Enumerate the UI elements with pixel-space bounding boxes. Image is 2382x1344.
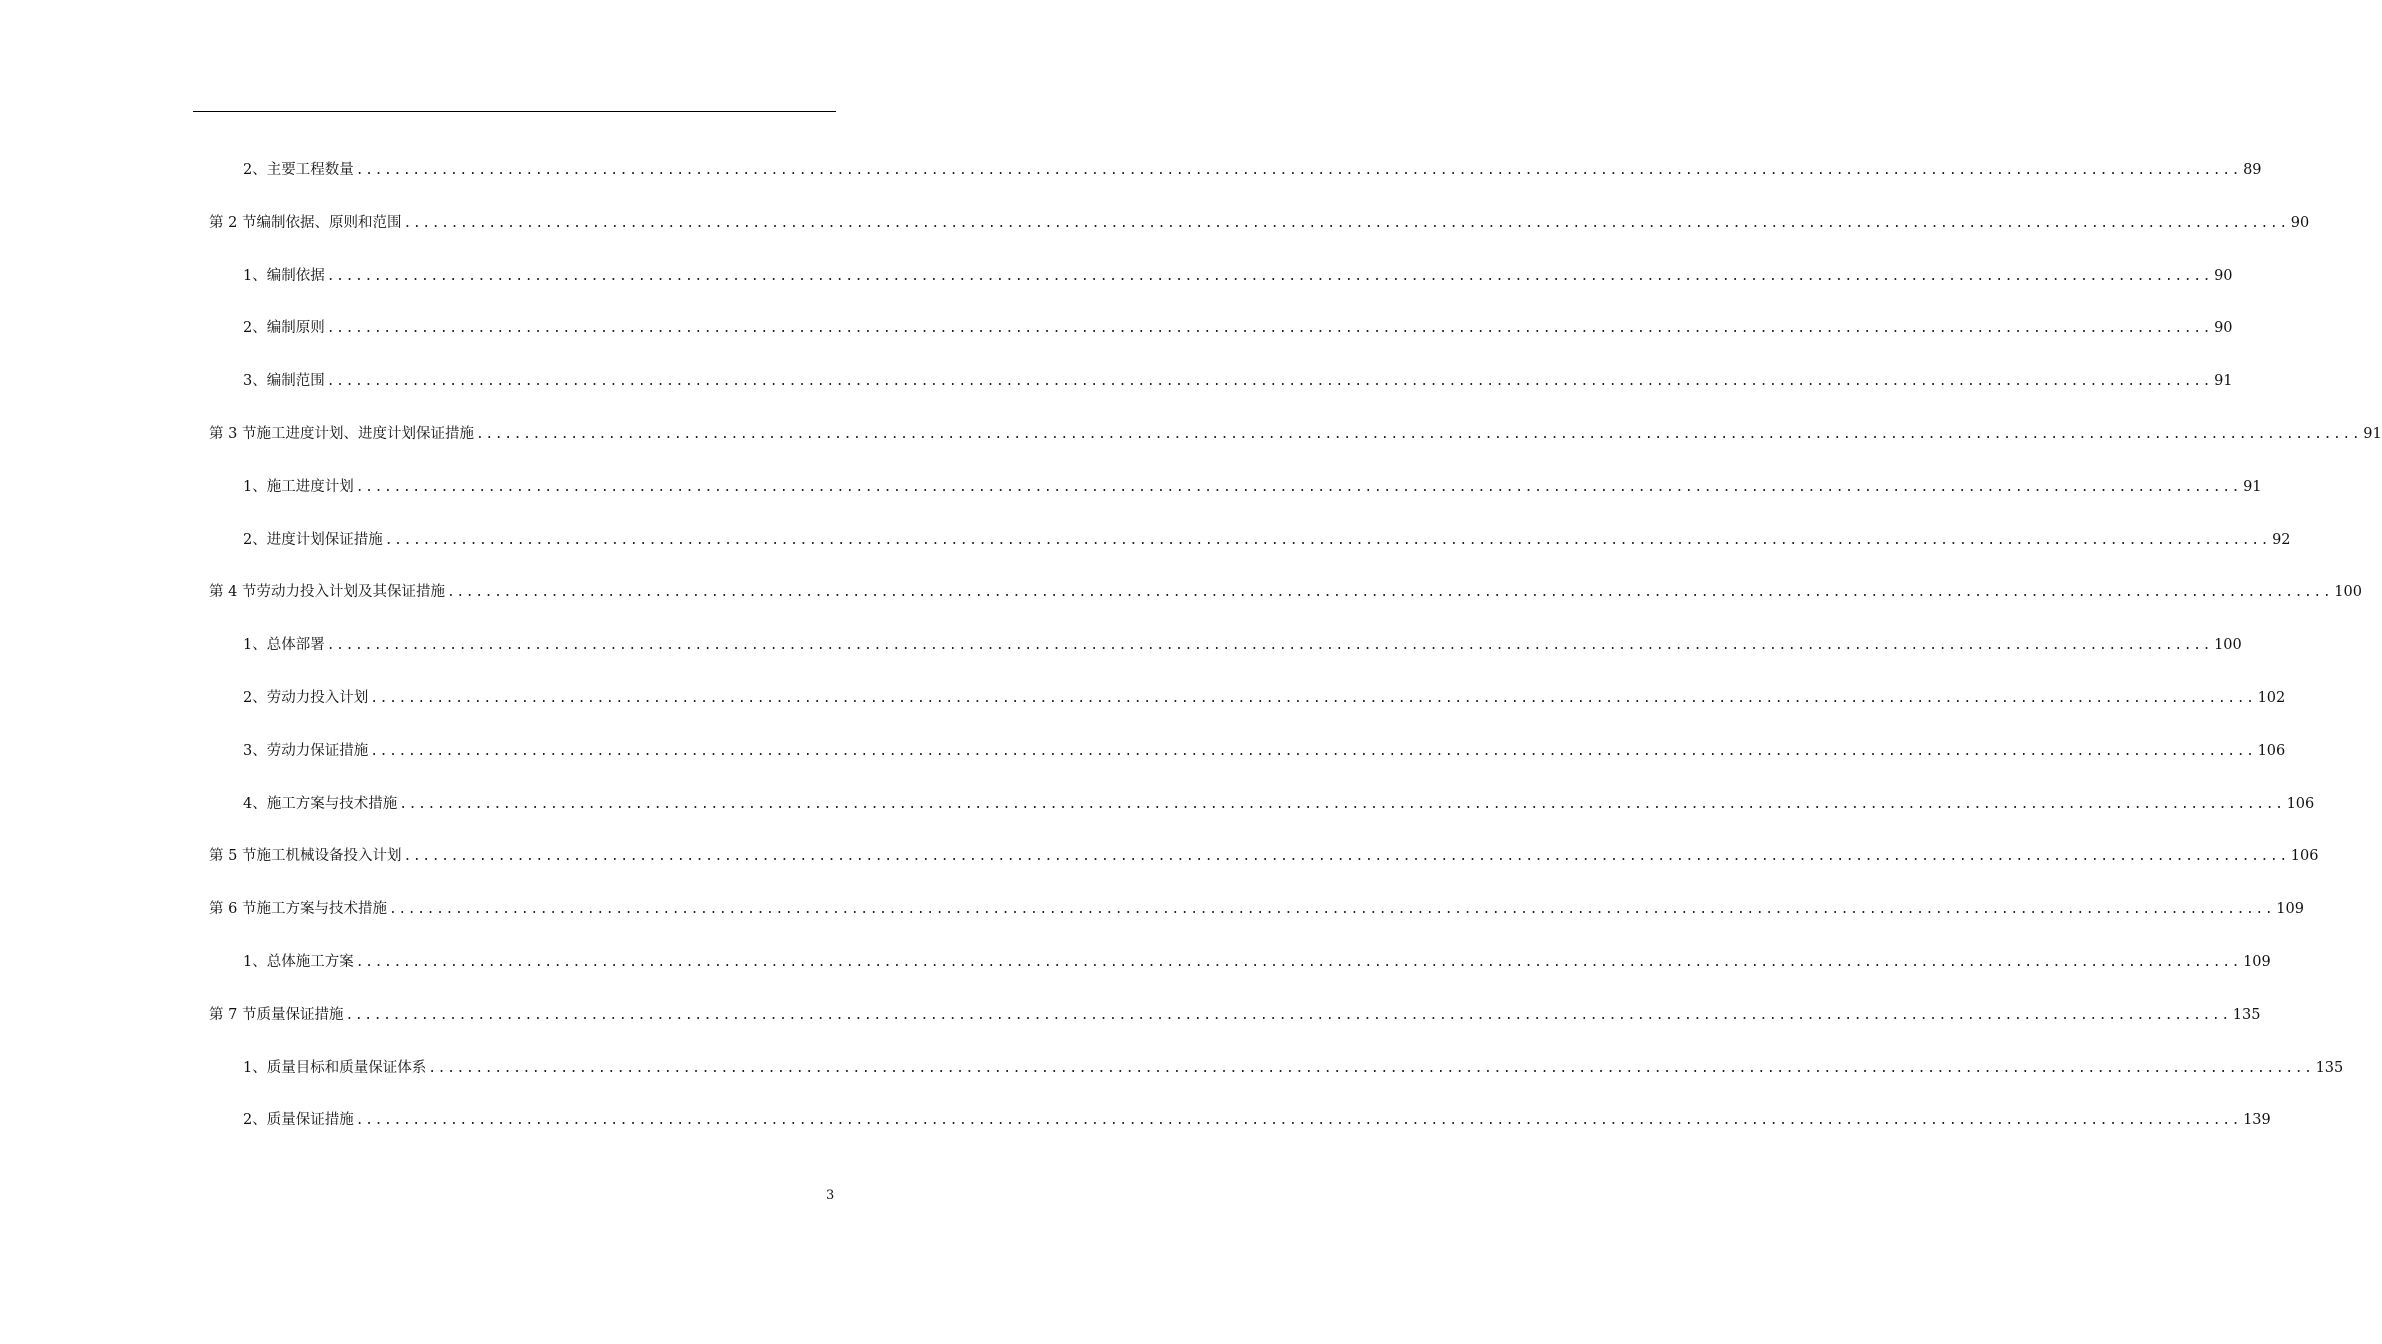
toc-entry-page: 90 [2290, 215, 2310, 231]
toc-entry[interactable] [243, 316, 2233, 340]
toc-entry-title: 劳动力投入计划 [266, 690, 369, 706]
toc-entry-page: 109 [2276, 901, 2304, 917]
header-rule [193, 111, 836, 112]
toc-entry-page: 89 [2243, 162, 2262, 178]
toc-entry-number: 第 7 节 [209, 1007, 257, 1023]
toc-entry-title: 施工方案与技术措施 [256, 901, 387, 917]
toc-entry[interactable] [243, 1108, 2271, 1132]
toc-entry[interactable] [243, 1056, 2344, 1080]
toc-entry[interactable] [243, 158, 2262, 182]
toc-dot-leader: ........................................................................................................................................................................................................ [403, 216, 2289, 231]
toc-entry[interactable] [243, 739, 2286, 763]
toc-entry[interactable] [243, 792, 2315, 816]
toc-entry-number: 第 4 节 [209, 584, 257, 600]
toc-entry-title: 施工进度计划 [266, 479, 354, 495]
toc-entry-number: 第 2 节 [209, 215, 257, 231]
toc-entry[interactable] [243, 475, 2262, 499]
toc-entry-number: 2、 [243, 320, 267, 336]
toc-entry-title: 施工机械设备投入计划 [256, 848, 402, 864]
toc-entry[interactable] [209, 1003, 2261, 1027]
toc-entry-page: 106 [2257, 743, 2286, 759]
toc-entry-page: 92 [2272, 532, 2291, 548]
toc-dot-leader: ........................................................................................................................................................................................................ [403, 849, 2289, 864]
toc-dot-leader: ........................................................................................................................................................................................................ [388, 902, 2275, 917]
toc-entry[interactable] [243, 686, 2286, 710]
toc-dot-leader: ........................................................................................................................................................................................................ [345, 1008, 2231, 1023]
toc-entry[interactable] [243, 369, 2233, 393]
toc-entry-page: 91 [2363, 426, 2382, 442]
toc-entry-number: 第 6 节 [209, 901, 257, 917]
toc-entry-title: 质量目标和质量保证体系 [266, 1060, 427, 1076]
toc-entry-number: 1、 [243, 1060, 267, 1076]
toc-dot-leader: ........................................................................................................................................................................................................ [326, 638, 2213, 653]
toc-dot-leader: ........................................................................................................................................................................................................ [355, 163, 2242, 178]
toc-entry-number: 2、 [243, 532, 267, 548]
toc-entry-number: 3、 [243, 373, 267, 389]
toc-entry[interactable] [243, 950, 2271, 974]
toc-entry-page: 102 [2257, 690, 2286, 706]
toc-entry-number: 第 5 节 [209, 848, 257, 864]
toc-entry-number: 3、 [243, 743, 267, 759]
toc-dot-leader: ........................................................................................................................................................................................................ [475, 427, 2362, 442]
toc-entry-title: 质量保证措施 [266, 1112, 354, 1128]
toc-entry-title: 总体施工方案 [266, 954, 354, 970]
toc-entry-number: 1、 [243, 479, 267, 495]
toc-entry-page: 90 [2214, 268, 2233, 284]
toc-entry-page: 100 [2334, 584, 2362, 600]
toc-entry[interactable] [209, 211, 2310, 235]
toc-entry-page: 91 [2243, 479, 2262, 495]
toc-entry-title: 编制范围 [266, 373, 325, 389]
toc-entry[interactable] [209, 897, 2304, 921]
toc-dot-leader: ........................................................................................................................................................................................................ [446, 585, 2333, 600]
toc-entry-number: 1、 [243, 637, 267, 653]
toc-entry-title: 施工进度计划、进度计划保证措施 [256, 426, 474, 442]
toc-entry[interactable] [209, 580, 2362, 604]
toc-entry-number: 4、 [243, 796, 267, 812]
toc-dot-leader: ........................................................................................................................................................................................................ [399, 797, 2285, 812]
toc-entry[interactable] [209, 422, 2382, 446]
toc-dot-leader: ........................................................................................................................................................................................................ [384, 533, 2271, 548]
toc-entry-number: 1、 [243, 954, 267, 970]
toc-entry[interactable] [243, 528, 2291, 552]
toc-dot-leader: ........................................................................................................................................................................................................ [355, 1113, 2242, 1128]
toc-entry-title: 编制依据 [266, 268, 325, 284]
toc-dot-leader: ........................................................................................................................................................................................................ [326, 321, 2213, 336]
toc-entry[interactable] [243, 264, 2233, 288]
toc-entry[interactable] [243, 633, 2242, 657]
toc-entry-title: 进度计划保证措施 [266, 532, 383, 548]
toc-entry-page: 100 [2214, 637, 2242, 653]
toc-dot-leader: ........................................................................................................................................................................................................ [355, 955, 2242, 970]
toc-dot-leader: ........................................................................................................................................................................................................ [428, 1061, 2314, 1076]
toc-entry-title: 编制依据、原则和范围 [256, 215, 402, 231]
toc-entry-page: 90 [2214, 320, 2233, 336]
toc-dot-leader: ........................................................................................................................................................................................................ [355, 480, 2242, 495]
page-number: 3 [826, 1188, 835, 1203]
toc-dot-leader: ........................................................................................................................................................................................................ [370, 744, 2256, 759]
toc-entry-number: 2、 [243, 690, 267, 706]
toc-dot-leader: ........................................................................................................................................................................................................ [370, 691, 2256, 706]
toc-entry-title: 主要工程数量 [266, 162, 354, 178]
toc-entry-title: 质量保证措施 [256, 1007, 344, 1023]
toc-entry-page: 109 [2243, 954, 2271, 970]
toc-entry-page: 91 [2214, 373, 2233, 389]
toc-entry-page: 106 [2290, 848, 2319, 864]
toc-entry-page: 139 [2243, 1112, 2271, 1128]
toc-entry-title: 总体部署 [266, 637, 325, 653]
toc-entry-page: 135 [2315, 1060, 2344, 1076]
toc-entry-number: 第 3 节 [209, 426, 257, 442]
toc-dot-leader: ........................................................................................................................................................................................................ [326, 269, 2213, 284]
toc-entry-number: 2、 [243, 1112, 267, 1128]
toc-dot-leader: ........................................................................................................................................................................................................ [326, 374, 2213, 389]
toc-entry-page: 106 [2286, 796, 2315, 812]
toc-entry-page: 135 [2232, 1007, 2261, 1023]
toc-entry-number: 2、 [243, 162, 267, 178]
toc-entry-number: 1、 [243, 268, 267, 284]
toc-entry-title: 劳动力保证措施 [266, 743, 369, 759]
toc-entry-title: 劳动力投入计划及其保证措施 [256, 584, 445, 600]
toc-entry-title: 施工方案与技术措施 [266, 796, 398, 812]
toc-entry[interactable] [209, 844, 2319, 868]
toc-entry-title: 编制原则 [266, 320, 325, 336]
